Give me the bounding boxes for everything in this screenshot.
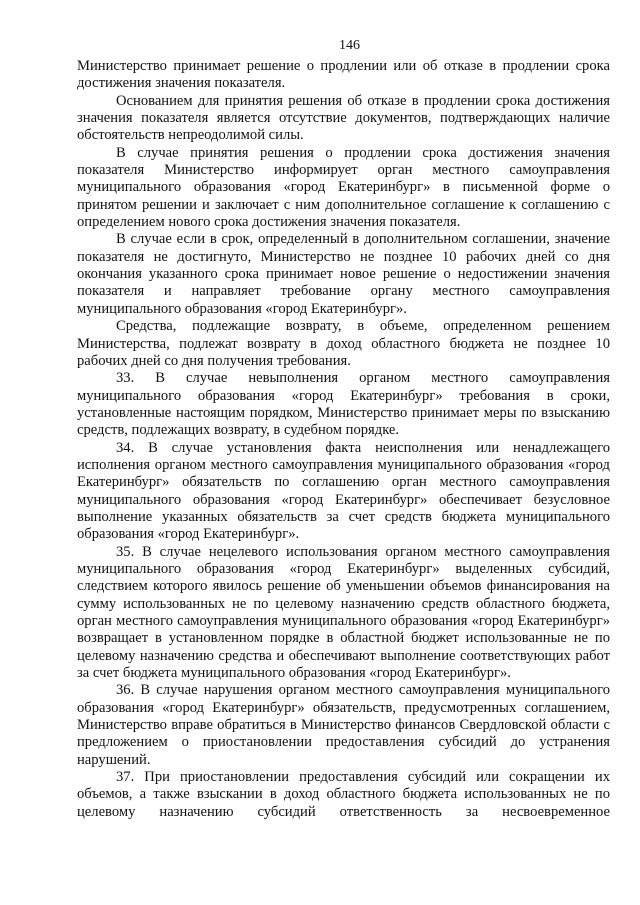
paragraph: 36. В случае нарушения органом местного самоуправления муниципального образования «город Екатеринбург» обязательств, предусмотренных соглашением, Министерство вправе обратиться в Министерство финансов Свердловской области с предложением о приостановлении предоставления субсидий до устранения нарушений. [77, 682, 610, 768]
paragraph: 33. В случае невыполнения органом местного самоуправления муниципального образования «город Екатеринбург» требования в сроки, установленные настоящим порядком, Министерство принимает меры по взысканию средств, подлежащих возврату, в судебном порядке. [77, 370, 610, 439]
paragraph: Средства, подлежащие возврату, в объеме, определенном решением Министерства, подлежат возврату в доход областного бюджета не позднее 10 рабочих дней со дня получения требования. [77, 318, 610, 369]
page-number: 146 [339, 38, 360, 53]
document-body [77, 58, 610, 821]
paragraph: В случае принятия решения о продлении срока достижения значения показателя Министерство информирует орган местного самоуправления муниципального образования «город Екатеринбург» в письменной форме о принятом решении и заключает с ним дополнительное соглашение к соглашению с определением нового срока достижения значения показателя. [77, 144, 610, 231]
paragraph: Министерство принимает решение о продлении или об отказе в продлении срока достижения значения показателя. [77, 58, 610, 92]
paragraph: 34. В случае установления факта неисполнения или ненадлежащего исполнения органом местного самоуправления муниципального образования «город Екатеринбург» обязательств по соглашению орган местного самоуправления муниципального образования «город Екатеринбург» обеспечивает безусловное выполнение указанных обязательств за счет средств бюджета муниципального образования «город Екатеринбург». [77, 439, 610, 543]
paragraph: Основанием для принятия решения об отказе в продлении срока достижения значения показателя является отсутствие документов, подтверждающих наличие обстоятельств непреодолимой силы. [77, 92, 610, 144]
paragraph: 37. При приостановлении предоставления субсидий или сокращении их объемов, а также взыскании в доход областного бюджета использованных не по целевому назначению субсидий ответственность за несвоевременное [77, 769, 610, 820]
document-page [77, 36, 610, 821]
paragraph: 35. В случае нецелевого использования органом местного самоуправления муниципального образования «город Екатеринбург» выделенных субсидий, следствием которого явилось решение об уменьшении объемов финансирования на сумму использованных не по целевому назначению средств областного бюджета, орган местного самоуправления муниципального образования «город Екатеринбург» возвращает в установленном порядке в областной бюджет использованные не по целевому назначению средства и обеспечивают выполнение соответствующих работ за счет бюджета муниципального образования «город Екатеринбург». [77, 543, 610, 682]
paragraph: В случае если в срок, определенный в дополнительном соглашении, значение показателя не достигнуто, Министерство не позднее 10 рабочих дней со дня окончания указанного срока принимает новое решение о недостижении значения показателя и направляет требование органу местного самоуправления муниципального образования «город Екатеринбург». [77, 231, 610, 317]
